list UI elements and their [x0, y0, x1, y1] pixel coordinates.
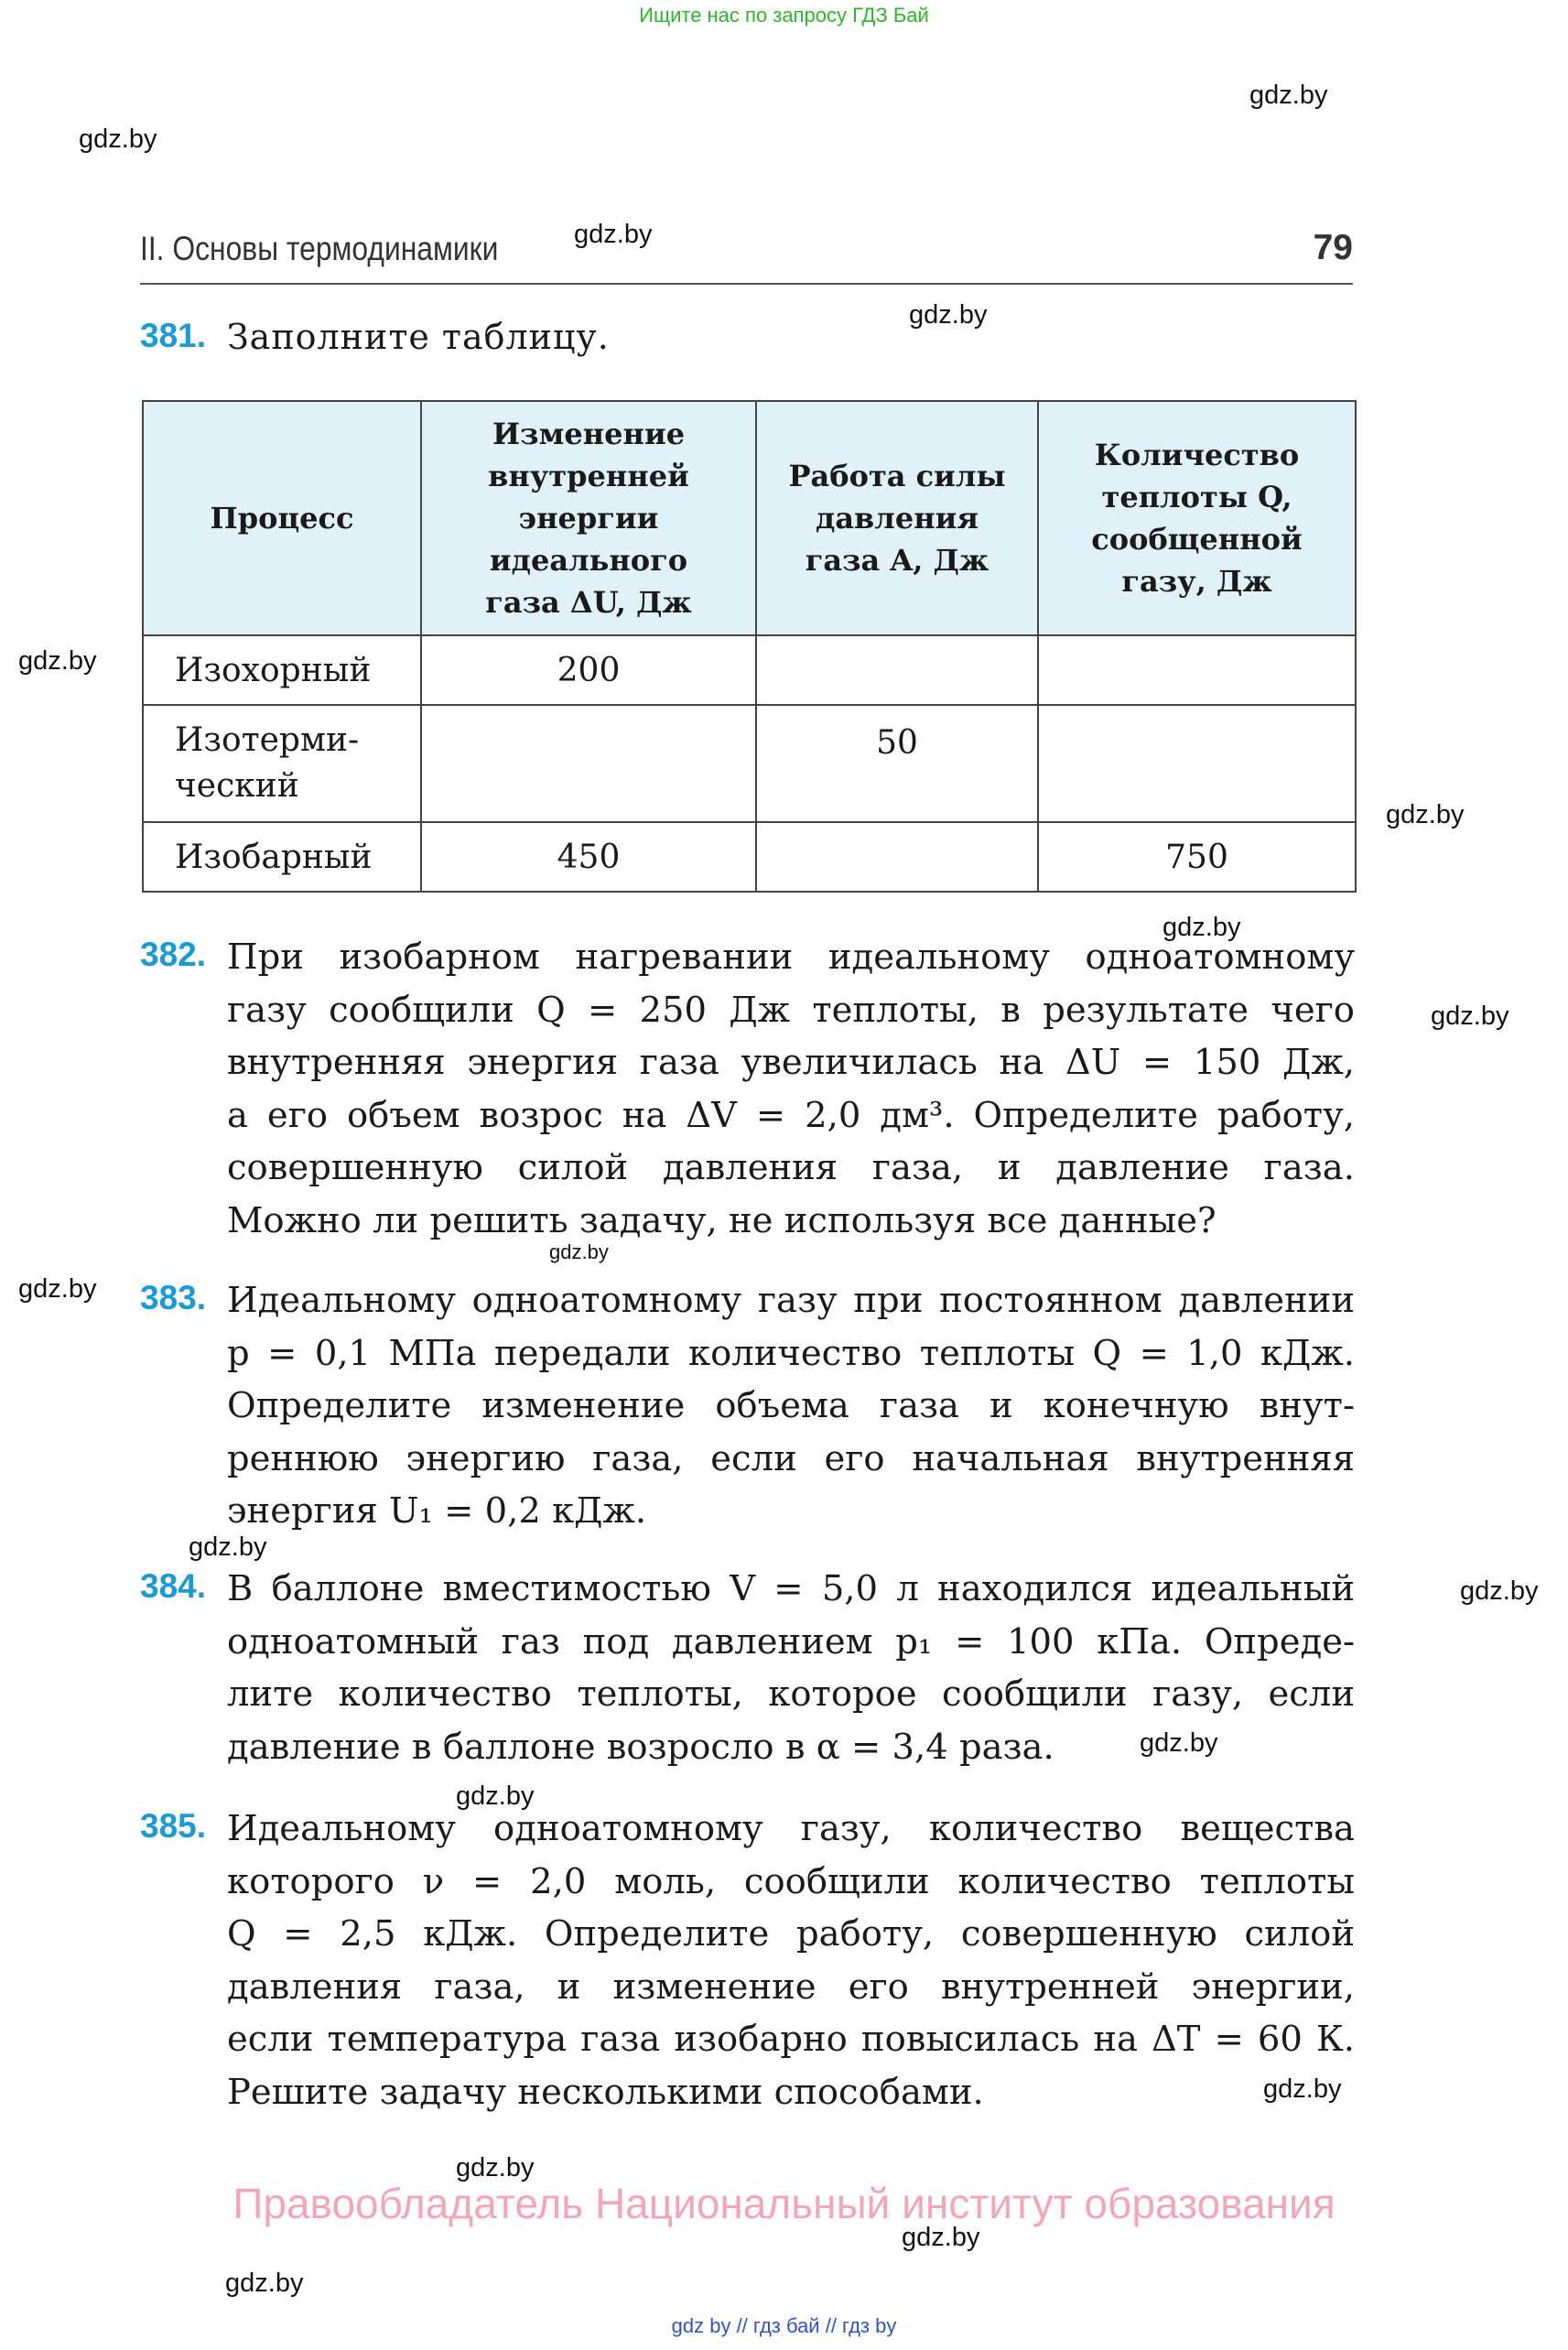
watermark: gdz.by [18, 1274, 97, 1304]
watermark: gdz.by [189, 1532, 267, 1562]
watermark: gdz.by [79, 125, 157, 154]
watermark: gdz.by [456, 1781, 535, 1811]
table-cell-dU: 450 [421, 822, 756, 892]
table-header-heat: Количество теплоты Q, сообщенной газу, Дж [1038, 401, 1356, 635]
table-cell-heat [1038, 705, 1356, 822]
task-number: 383. [140, 1279, 207, 1316]
watermark: gdz.by [1249, 81, 1328, 110]
table-row [143, 822, 1356, 892]
table-row [143, 635, 1356, 705]
task-number: 385. [140, 1807, 207, 1845]
watermark: gdz.by [18, 646, 97, 676]
table-cell-work: 50 [756, 705, 1038, 822]
chapter-title: II. Основы термодинамики [140, 230, 499, 267]
watermark: gdz.by [1263, 2074, 1342, 2104]
top-banner: Ищите нас по запросу ГДЗ Бай [639, 4, 929, 27]
watermark: gdz.by [902, 2223, 980, 2252]
task-text: Идеальному одноатомному газу при постоянном давлении p = 0,1 МПа передали количество теплоты Q = 1,0 кДж. Определите изменение объема газа и конечную внут- реннюю энергию газа, если его начальная внутренняя энергия U₁ = 0,2 кДж. [227, 1280, 1355, 1532]
table-cell-dU [421, 705, 756, 822]
watermark: gdz.by [456, 2153, 535, 2182]
watermark: gdz.by [549, 1240, 609, 1263]
task-text: В баллоне вместимостью V = 5,0 л находился идеальный одноатомный газ под давлением p₁ = 100 кПа. Опреде- лите количество теплоты, которое сообщили газу, если давление в баллоне возросло в α = 3,4 раза. [227, 1568, 1355, 1768]
watermark: gdz.by [1431, 1002, 1509, 1031]
task-title: Заполните таблицу. [227, 317, 610, 357]
page-header [140, 224, 1353, 285]
table-header-dU: Изменение внутренней энергии идеального газа ΔU, Дж [421, 401, 756, 635]
table-header-process: Процесс [143, 401, 421, 635]
watermark: gdz.by [225, 2269, 304, 2298]
table-cell-dU: 200 [421, 635, 756, 705]
task-text: При изобарном нагревании идеальному одноатомному газу сообщили Q = 250 Дж теплоты, в результате чего внутренняя энергия газа увеличилась на ΔU = 150 Дж, а его объем возрос на ΔV = 2,0 дм³. Определите работу, совершенную силой давления газа, и давление газа. Можно ли решить задачу, не используя все данные? [227, 937, 1355, 1241]
watermark: gdz.by [909, 300, 988, 330]
watermark: gdz.by [574, 220, 653, 249]
table-cell-heat: 750 [1038, 822, 1356, 892]
table-cell-work [756, 822, 1038, 892]
watermark: gdz.by [1460, 1576, 1539, 1606]
task-number: 381. [140, 317, 207, 354]
table-cell-process: Изобарный [143, 822, 421, 892]
task-number: 382. [140, 936, 207, 973]
task-number: 384. [140, 1567, 207, 1605]
watermark: gdz.by [1162, 913, 1241, 942]
watermark: gdz.by [1140, 1728, 1218, 1758]
table-row [143, 705, 1356, 822]
table-cell-process: Изохорный [143, 635, 421, 705]
task-table [142, 400, 1357, 893]
table-cell-work [756, 635, 1038, 705]
task-text: Идеальному одноатомному газу, количество вещества которого ν = 2,0 моль, сообщили количество теплоты Q = 2,5 кДж. Определите работу, совершенную силой давления газа, и изменение его внутренней энергии, если температура газа изобарно повысилась на ΔT = 60 К. Решите задачу несколькими способами. [227, 1808, 1355, 2113]
table-cell-process: Изотерми- ческий [143, 705, 421, 822]
watermark: gdz.by [1386, 800, 1465, 829]
table-cell-heat [1038, 635, 1356, 705]
page-number: 79 [1313, 228, 1353, 267]
rights-holder-footer: Правообладатель Национальный институт образования [232, 2180, 1336, 2227]
table-header-work: Работа силы давления газа A, Дж [756, 401, 1038, 635]
bottom-links[interactable]: gdz by // гдз бай // гдз by [671, 2314, 897, 2337]
